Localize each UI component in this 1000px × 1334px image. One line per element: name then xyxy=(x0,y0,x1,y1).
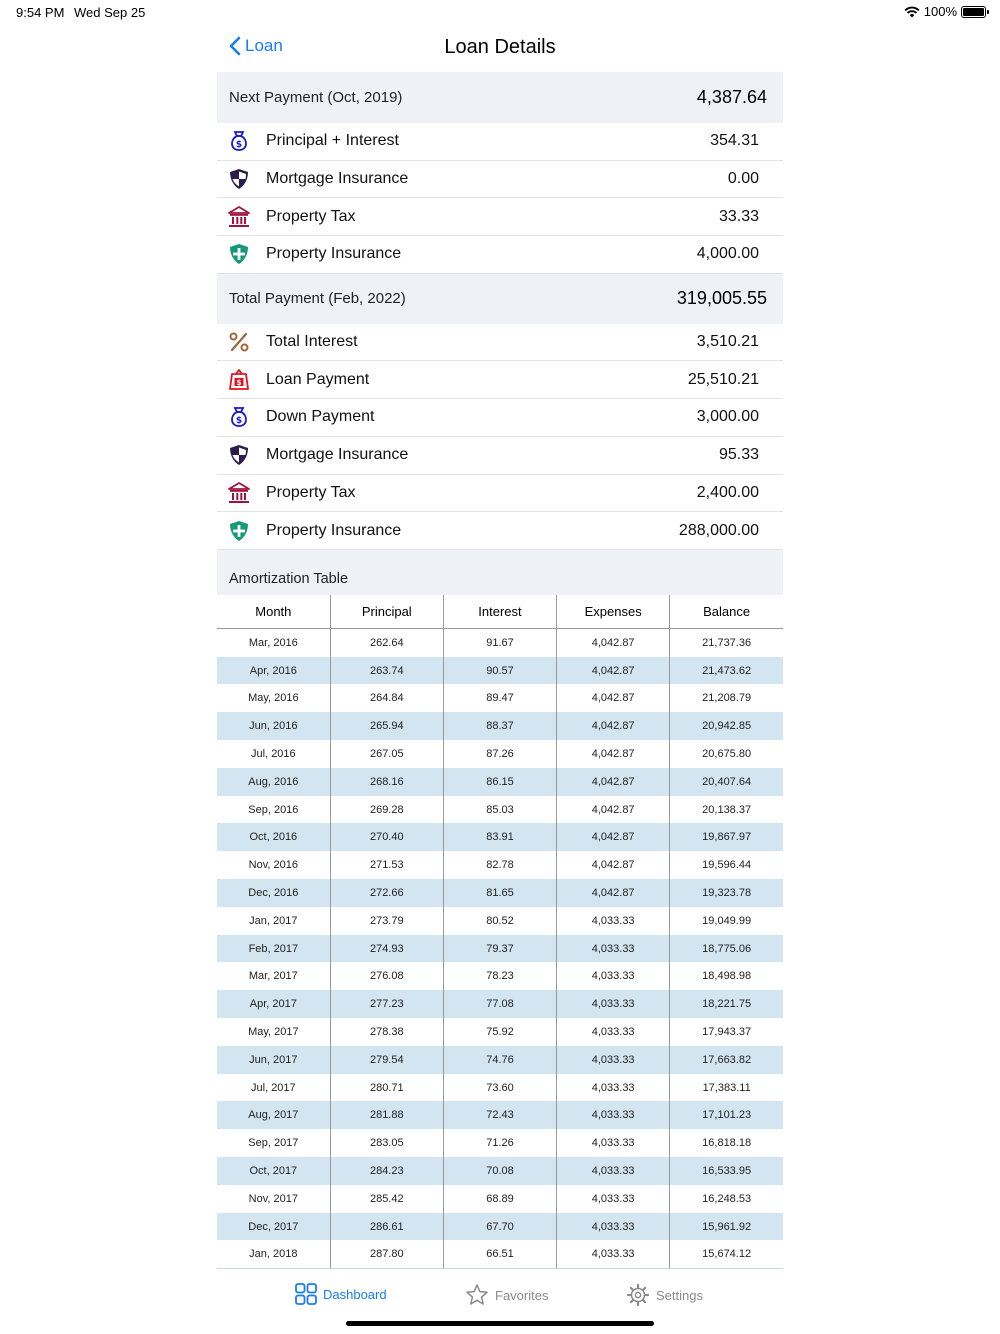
status-time: 9:54 PM xyxy=(16,5,65,20)
table-cell: Aug, 2017 xyxy=(217,1101,330,1129)
wifi-icon xyxy=(904,6,920,18)
tab-label: Dashboard xyxy=(323,1286,387,1302)
table-cell: 4,042.87 xyxy=(557,740,670,768)
row-label: Property Insurance xyxy=(266,521,402,539)
table-row xyxy=(217,851,783,879)
table-cell: 87.26 xyxy=(443,740,556,768)
table-row xyxy=(217,740,783,768)
table-cell: 18,498.98 xyxy=(670,962,783,990)
loan-details-content xyxy=(217,72,783,1268)
battery-percent: 100% xyxy=(923,4,957,19)
table-row xyxy=(217,907,783,935)
row-label: Principal + Interest xyxy=(266,132,399,150)
row-value: 2,400.00 xyxy=(696,483,759,501)
next-payment-value: 4,387.64 xyxy=(696,87,767,107)
status-date: Wed Sep 25 xyxy=(74,5,146,20)
table-cell: 19,323.78 xyxy=(670,879,783,907)
tab-favorites[interactable] xyxy=(465,1283,548,1307)
table-cell: 20,942.85 xyxy=(670,712,783,740)
table-cell: 82.78 xyxy=(443,851,556,879)
table-cell: 281.88 xyxy=(330,1101,443,1129)
row-value: 0.00 xyxy=(727,170,759,188)
table-cell: 4,042.87 xyxy=(557,657,670,685)
table-row xyxy=(217,1185,783,1213)
table-cell: 4,033.33 xyxy=(557,1129,670,1157)
table-cell: Nov, 2016 xyxy=(248,859,298,872)
table-cell: 16,818.18 xyxy=(670,1129,783,1157)
back-label: Loan xyxy=(245,36,283,55)
row-value: 3,000.00 xyxy=(696,408,759,426)
svg-text:$: $ xyxy=(235,416,243,427)
table-cell: 273.79 xyxy=(330,907,443,935)
table-cell: Jul, 2016 xyxy=(251,747,296,760)
table-cell: Jun, 2016 xyxy=(217,712,330,740)
table-cell: Jun, 2017 xyxy=(217,1046,330,1074)
table-cell: 4,042.87 xyxy=(557,684,670,712)
table-cell: 80.52 xyxy=(443,907,556,935)
table-cell: 77.08 xyxy=(443,990,556,1018)
row-value: 4,000.00 xyxy=(696,245,759,263)
table-cell: May, 2017 xyxy=(248,1025,299,1038)
tab-settings[interactable] xyxy=(626,1283,703,1307)
table-cell: Aug, 2016 xyxy=(217,768,330,796)
next-payment-label: Next Payment (Oct, 2019) xyxy=(229,89,403,106)
table-cell: May, 2016 xyxy=(248,692,299,705)
table-row xyxy=(217,1157,783,1185)
row-label: Property Insurance xyxy=(266,245,402,263)
table-cell: Sep, 2016 xyxy=(248,803,299,816)
battery-icon xyxy=(961,6,986,18)
table-cell: 284.23 xyxy=(330,1157,443,1185)
table-cell: 280.71 xyxy=(330,1074,443,1102)
row-label: Property Tax xyxy=(266,207,356,225)
table-cell: 267.05 xyxy=(330,740,443,768)
table-row xyxy=(217,1046,783,1074)
table-cell: 73.60 xyxy=(443,1074,556,1102)
table-cell: 287.80 xyxy=(330,1240,443,1268)
total-mortgage-insurance-row[interactable] xyxy=(217,437,783,475)
table-cell: 4,033.33 xyxy=(557,1018,670,1046)
table-row xyxy=(217,823,783,851)
table-cell: 271.53 xyxy=(330,851,443,879)
row-value: 3,510.21 xyxy=(696,333,759,351)
shield-plus-icon xyxy=(227,519,251,543)
table-row xyxy=(217,712,783,740)
table-cell: Jul, 2017 xyxy=(251,1081,296,1094)
table-cell: 4,042.87 xyxy=(557,796,670,824)
next-property-tax-row[interactable] xyxy=(217,198,783,236)
percent-icon xyxy=(227,330,251,354)
table-cell: Nov, 2017 xyxy=(248,1192,298,1205)
bank-icon xyxy=(227,481,251,505)
table-cell: 20,407.64 xyxy=(670,768,783,796)
table-row xyxy=(217,1018,783,1046)
table-cell: Feb, 2017 xyxy=(217,935,330,963)
table-row xyxy=(217,657,783,685)
table-cell: 4,033.33 xyxy=(557,1074,670,1102)
table-cell: Dec, 2016 xyxy=(217,879,330,907)
table-cell: 18,221.75 xyxy=(670,990,783,1018)
star-icon xyxy=(465,1283,489,1307)
total-property-insurance-row[interactable] xyxy=(217,512,783,550)
svg-text:$: $ xyxy=(236,377,242,387)
table-cell: 15,961.92 xyxy=(670,1213,783,1241)
amortization-table xyxy=(217,595,783,1268)
table-cell: 4,033.33 xyxy=(557,1240,670,1268)
table-cell: 78.23 xyxy=(443,962,556,990)
table-cell: 283.05 xyxy=(330,1129,443,1157)
table-row xyxy=(217,1129,783,1157)
table-cell: 15,674.12 xyxy=(670,1240,783,1268)
total-interest-row[interactable] xyxy=(217,324,783,362)
status-bar xyxy=(0,0,1000,26)
shield-plus-icon xyxy=(227,242,251,266)
table-cell: 4,033.33 xyxy=(557,1213,670,1241)
table-cell: Apr, 2017 xyxy=(217,990,330,1018)
table-cell: 276.08 xyxy=(330,962,443,990)
table-cell: 4,033.33 xyxy=(557,907,670,935)
navigation-bar xyxy=(217,26,783,72)
table-row xyxy=(217,1213,783,1241)
table-cell: 4,042.87 xyxy=(557,823,670,851)
status-right xyxy=(904,4,986,19)
row-label: Property Tax xyxy=(266,483,356,501)
table-cell: Oct, 2017 xyxy=(217,1157,330,1185)
table-cell: 4,042.87 xyxy=(557,879,670,907)
tab-dashboard[interactable] xyxy=(295,1283,387,1305)
table-cell: 4,033.33 xyxy=(557,1101,670,1129)
table-cell: 21,473.62 xyxy=(670,657,783,685)
table-cell: 16,248.53 xyxy=(670,1185,783,1213)
table-cell: 268.16 xyxy=(330,768,443,796)
table-cell: 285.42 xyxy=(330,1185,443,1213)
row-label: Down Payment xyxy=(266,408,375,426)
table-cell: 20,675.80 xyxy=(670,740,783,768)
column-header-principal: Principal xyxy=(330,595,443,629)
table-cell: 264.84 xyxy=(330,684,443,712)
shield-icon xyxy=(227,443,251,467)
grid-icon xyxy=(295,1283,317,1305)
row-label: Total Interest xyxy=(266,333,358,351)
next-property-insurance-row[interactable] xyxy=(217,236,783,274)
table-row xyxy=(217,962,783,990)
table-row xyxy=(217,629,783,657)
table-cell: Jan, 2018 xyxy=(249,1248,298,1261)
next-payment-header xyxy=(217,72,783,123)
row-value: 354.31 xyxy=(710,132,759,150)
table-cell: 90.57 xyxy=(443,657,556,685)
table-cell: Mar, 2017 xyxy=(248,970,298,983)
bank-icon xyxy=(227,205,251,229)
table-cell: 4,033.33 xyxy=(557,962,670,990)
home-indicator xyxy=(346,1321,654,1326)
table-cell: 4,033.33 xyxy=(557,1157,670,1185)
table-cell: 66.51 xyxy=(443,1240,556,1268)
next-mortgage-insurance-row[interactable] xyxy=(217,161,783,199)
table-cell: 20,138.37 xyxy=(670,796,783,824)
table-cell: 72.43 xyxy=(443,1101,556,1129)
gear-icon xyxy=(626,1283,650,1307)
table-cell: Apr, 2016 xyxy=(217,657,330,685)
svg-text:$: $ xyxy=(235,140,243,151)
page-title: Loan Details xyxy=(444,36,556,58)
column-header-interest: Interest xyxy=(443,595,556,629)
table-cell: 17,663.82 xyxy=(670,1046,783,1074)
tab-label: Settings xyxy=(656,1287,703,1303)
row-label: Loan Payment xyxy=(266,370,370,388)
column-header-balance: Balance xyxy=(670,595,783,629)
table-cell: 18,775.06 xyxy=(670,935,783,963)
table-row xyxy=(217,684,783,712)
table-cell: 4,042.87 xyxy=(557,768,670,796)
row-value: 288,000.00 xyxy=(678,521,759,539)
shield-icon xyxy=(227,167,251,191)
amortization-table-body xyxy=(217,629,783,1268)
table-cell: 4,042.87 xyxy=(557,712,670,740)
total-payment-value: 319,005.55 xyxy=(676,288,767,309)
table-cell: 16,533.95 xyxy=(670,1157,783,1185)
table-cell: 79.37 xyxy=(443,935,556,963)
table-cell: Oct, 2016 xyxy=(217,823,330,851)
row-label: Mortgage Insurance xyxy=(266,446,409,464)
table-cell: 4,033.33 xyxy=(557,1185,670,1213)
table-row xyxy=(217,1074,783,1102)
table-cell: 88.37 xyxy=(443,712,556,740)
table-cell: 17,383.11 xyxy=(670,1074,783,1102)
table-header-row xyxy=(217,595,783,629)
table-cell: Mar, 2016 xyxy=(248,637,298,650)
tab-label: Favorites xyxy=(495,1287,549,1303)
table-cell: 17,943.37 xyxy=(670,1018,783,1046)
money-bag-icon xyxy=(227,405,251,429)
table-cell: 272.66 xyxy=(330,879,443,907)
table-cell: 67.70 xyxy=(443,1213,556,1241)
table-cell: 89.47 xyxy=(443,684,556,712)
table-row xyxy=(217,990,783,1018)
table-row xyxy=(217,1240,783,1268)
table-cell: 278.38 xyxy=(330,1018,443,1046)
total-payment-label: Total Payment (Feb, 2022) xyxy=(229,290,406,308)
table-row xyxy=(217,1101,783,1129)
table-cell: 17,101.23 xyxy=(670,1101,783,1129)
row-label: Mortgage Insurance xyxy=(266,170,409,188)
row-value: 33.33 xyxy=(718,207,759,225)
table-cell: 19,867.97 xyxy=(670,823,783,851)
column-header-month: Month xyxy=(217,595,330,629)
table-cell: 265.94 xyxy=(330,712,443,740)
table-cell: 274.93 xyxy=(330,935,443,963)
total-down-payment-row[interactable] xyxy=(217,399,783,437)
total-property-tax-row[interactable] xyxy=(217,475,783,513)
table-cell: 19,049.99 xyxy=(670,907,783,935)
table-cell: 21,208.79 xyxy=(670,684,783,712)
row-value: 95.33 xyxy=(718,446,759,464)
amortization-header xyxy=(217,550,783,595)
table-cell: Dec, 2017 xyxy=(217,1213,330,1241)
row-value: 25,510.21 xyxy=(687,370,759,388)
table-cell: 286.61 xyxy=(330,1213,443,1241)
table-row xyxy=(217,796,783,824)
table-cell: 269.28 xyxy=(330,796,443,824)
table-cell: 74.76 xyxy=(443,1046,556,1074)
table-cell: 91.67 xyxy=(443,629,556,657)
table-cell: 19,596.44 xyxy=(670,851,783,879)
table-cell: Sep, 2017 xyxy=(248,1137,299,1150)
table-cell: 83.91 xyxy=(443,823,556,851)
table-cell: 277.23 xyxy=(330,990,443,1018)
table-cell: 70.08 xyxy=(443,1157,556,1185)
table-cell: Jan, 2017 xyxy=(249,914,298,927)
next-principal-interest-row[interactable] xyxy=(217,123,783,161)
table-cell: 21,737.36 xyxy=(670,629,783,657)
total-payment-header xyxy=(217,274,783,324)
table-cell: 262.64 xyxy=(330,629,443,657)
table-row xyxy=(217,768,783,796)
table-cell: 71.26 xyxy=(443,1129,556,1157)
column-header-expenses: Expenses xyxy=(557,595,670,629)
table-row xyxy=(217,935,783,963)
amortization-title: Amortization Table xyxy=(229,570,349,587)
table-row xyxy=(217,879,783,907)
table-cell: 4,033.33 xyxy=(557,990,670,1018)
table-cell: 4,042.87 xyxy=(557,851,670,879)
table-cell: 75.92 xyxy=(443,1018,556,1046)
table-cell: 4,033.33 xyxy=(557,935,670,963)
table-cell: 279.54 xyxy=(330,1046,443,1074)
table-cell: 85.03 xyxy=(443,796,556,824)
money-bag-icon xyxy=(227,129,251,153)
table-cell: 4,033.33 xyxy=(557,1046,670,1074)
table-cell: 81.65 xyxy=(443,879,556,907)
total-loan-payment-row[interactable] xyxy=(217,361,783,399)
table-cell: 86.15 xyxy=(443,768,556,796)
table-cell: 270.40 xyxy=(330,823,443,851)
price-tag-icon xyxy=(227,368,251,392)
table-cell: 4,042.87 xyxy=(557,629,670,657)
table-cell: 263.74 xyxy=(330,657,443,685)
table-cell: 68.89 xyxy=(443,1185,556,1213)
